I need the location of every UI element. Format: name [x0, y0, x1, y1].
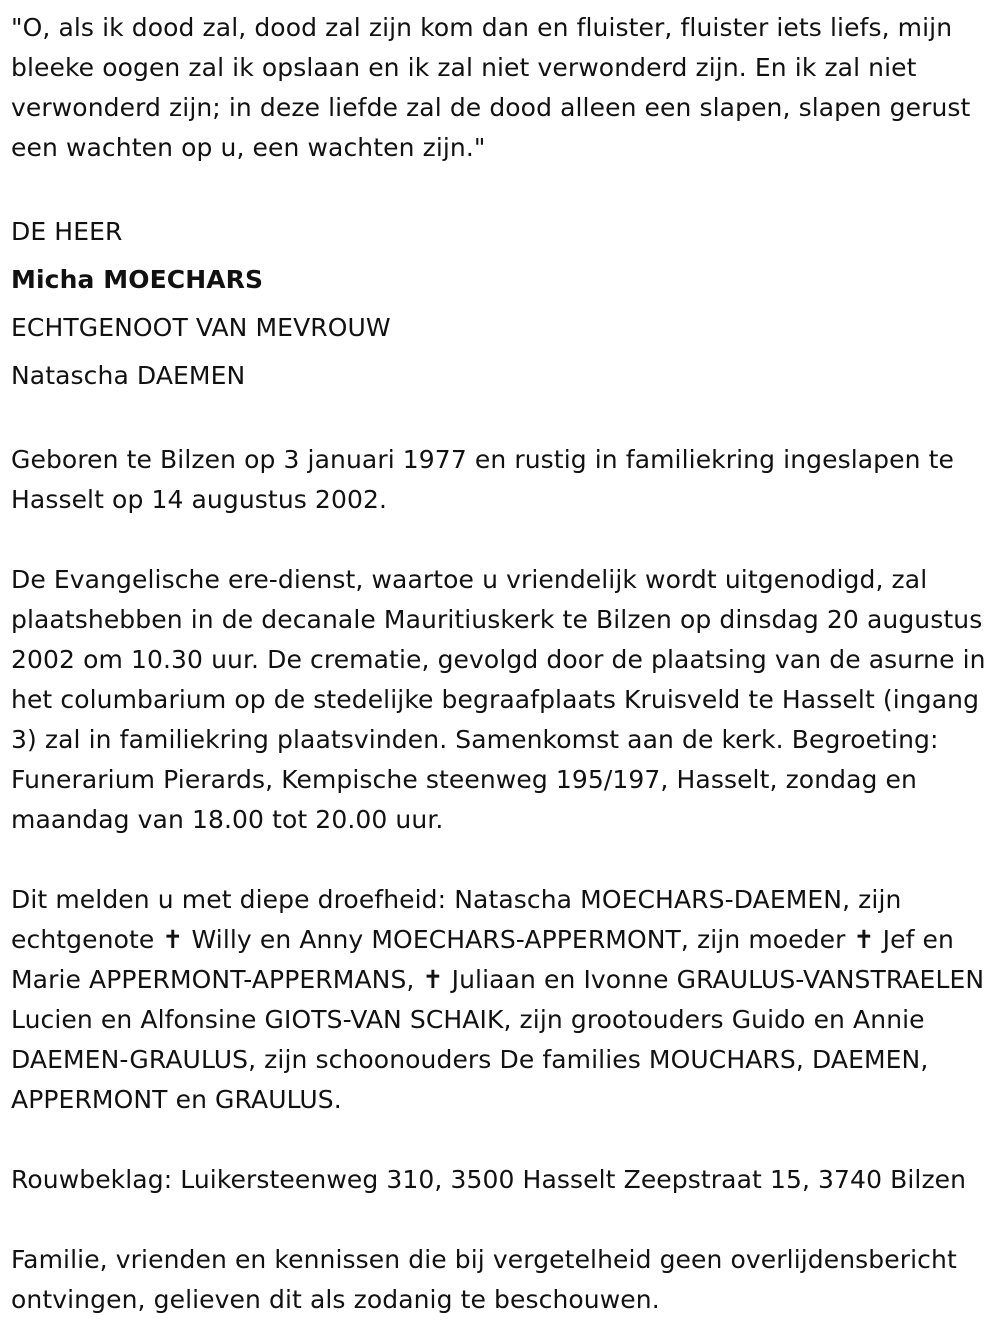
cross-icon: ✝: [162, 925, 184, 954]
family-text-2: Willy en Anny MOECHARS-APPERMONT, zijn moeder: [183, 925, 854, 954]
condolence-address: Rouwbeklag: Luikersteenweg 310, 3500 Hasselt Zeepstraat 15, 3740 Bilzen: [11, 1165, 967, 1194]
birth-death-paragraph: Geboren te Bilzen op 3 januari 1977 en rustig in familiekring ingeslapen te Hasselt op 14 augustus 2002.: [11, 445, 954, 514]
service-paragraph: De Evangelische ere-dienst, waartoe u vriendelijk wordt uitgenodigd, zal plaatshebben in de decanale Mauritiuskerk te Bilzen op dinsdag 20 augustus 2002 om 10.30 uur. De crematie, gevolgd door de plaatsing van de asurne in het columbarium op de stedelijke begraafplaats Kruisveld te Hasselt (ingang 3) zal in familiekring plaatsvinden. Samenkomst aan de kerk. Begroeting: Funerarium Pierards, Kempische steenweg 195/197, Hasselt, zondag en maandag van 18.00 tot 20.00 uur.: [11, 565, 986, 834]
poem-quote: "O, als ik dood zal, dood zal zijn kom dan en fluister, fluister iets liefs, mijn bleeke oogen zal ik opslaan en ik zal niet verwonderd zijn. En ik zal niet verwonderd zijn; in deze liefde zal de dood alleen een slapen, slapen gerust een wachten op u, een wachten zijn.": [11, 13, 971, 162]
spacer: [11, 400, 993, 440]
family-text-1: Dit melden u met diepe droefheid: Natascha MOECHARS-DAEMEN, zijn echtgenote: [11, 885, 902, 954]
spacer: [11, 1120, 993, 1160]
closing-paragraph: Familie, vrienden en kennissen die bij vergetelheid geen overlijdensbericht ontvingen, gelieven dit als zodanig te beschouwen.: [11, 1245, 957, 1314]
obituary-notice: [11, 8, 993, 1320]
spacer: [11, 520, 993, 560]
cross-icon: ✝: [422, 965, 444, 994]
deceased-name: Micha MOECHARS: [11, 265, 264, 294]
cross-icon: ✝: [853, 925, 875, 954]
relation-line: ECHTGENOOT VAN MEVROUW: [11, 313, 391, 342]
family-text-3: Jef en Marie APPERMONT-APPERMANS,: [11, 925, 954, 994]
family-paragraph: [11, 880, 993, 1120]
family-text-4: Juliaan en Ivonne GRAULUS-VANSTRAELEN Lucien en Alfonsine GIOTS-VAN SCHAIK, zijn grootouders Guido en Annie DAEMEN-GRAULUS, zijn schoonouders De families MOUCHARS, DAEMEN, APPERMONT en GRAULUS.: [11, 965, 985, 1114]
spouse-name: Natascha DAEMEN: [11, 361, 246, 390]
spacer: [11, 840, 993, 880]
title-de-heer: DE HEER: [11, 217, 123, 246]
spacer: [11, 1200, 993, 1240]
spacer: [11, 168, 993, 208]
